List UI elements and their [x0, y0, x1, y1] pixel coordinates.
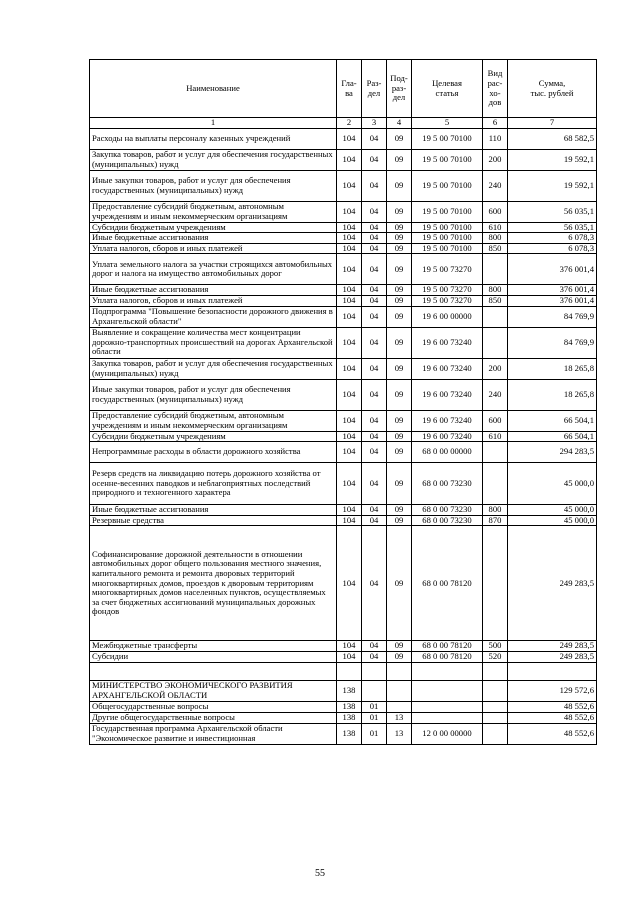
- row-name: Другие общегосударственные вопросы: [90, 712, 337, 723]
- table-row: [90, 379, 597, 410]
- row-vid: [483, 723, 508, 744]
- row-name: Субсидии бюджетным учреждениям: [90, 431, 337, 442]
- row-statya: 68 0 00 73230: [412, 463, 483, 505]
- row-glava: 104: [337, 505, 362, 516]
- row-statya: 19 5 00 70100: [412, 243, 483, 254]
- ministry-row: [90, 680, 597, 701]
- row-vid: 520: [483, 651, 508, 662]
- table-row: [90, 526, 597, 641]
- budget-table: [89, 59, 597, 745]
- row-vid: 800: [483, 233, 508, 244]
- row-razdel: 04: [362, 379, 387, 410]
- table-row: [90, 170, 597, 201]
- row-razdel: 01: [362, 712, 387, 723]
- row-vid: 850: [483, 295, 508, 306]
- row-summa: 84 769,9: [508, 306, 597, 327]
- row-summa: 48 552,6: [508, 723, 597, 744]
- row-podrazdel: [387, 662, 412, 680]
- row-name: Общегосударственные вопросы: [90, 701, 337, 712]
- row-summa: 48 552,6: [508, 712, 597, 723]
- row-summa: 19 592,1: [508, 170, 597, 201]
- table-row: [90, 358, 597, 379]
- row-name: Непрограммные расходы в области дорожного хозяйства: [90, 442, 337, 463]
- row-statya: 68 0 00 78120: [412, 641, 483, 652]
- row-vid: 600: [483, 410, 508, 431]
- header-podrazdel: [387, 60, 412, 118]
- table-row: [90, 515, 597, 526]
- column-number-row: [90, 118, 597, 129]
- row-podrazdel: 09: [387, 295, 412, 306]
- row-razdel: 04: [362, 254, 387, 285]
- table-row: [90, 295, 597, 306]
- row-summa: 249 283,5: [508, 651, 597, 662]
- table-row: [90, 641, 597, 652]
- row-glava: 104: [337, 170, 362, 201]
- row-summa: 6 078,3: [508, 233, 597, 244]
- row-name: Субсидии: [90, 651, 337, 662]
- row-glava: 104: [337, 358, 362, 379]
- header-name: [90, 60, 337, 118]
- header-glava-label: Гла- ва: [341, 77, 357, 98]
- row-name: Закупка товаров, работ и услуг для обеспечения государственных (муниципальных) нужд: [90, 149, 337, 170]
- row-glava: 138: [337, 680, 362, 701]
- header-razdel: [362, 60, 387, 118]
- row-vid: [483, 306, 508, 327]
- row-vid: 850: [483, 243, 508, 254]
- row-razdel: 04: [362, 128, 387, 149]
- row-razdel: 04: [362, 295, 387, 306]
- row-statya: 68 0 00 00000: [412, 442, 483, 463]
- row-podrazdel: 09: [387, 358, 412, 379]
- row-razdel: 04: [362, 306, 387, 327]
- row-glava: 104: [337, 201, 362, 222]
- row-podrazdel: 09: [387, 379, 412, 410]
- row-name: Иные закупки товаров, работ и услуг для обеспечения государственных (муниципальных) нужд: [90, 379, 337, 410]
- table-row: [90, 285, 597, 296]
- row-vid: [483, 327, 508, 358]
- row-podrazdel: 09: [387, 149, 412, 170]
- row-vid: 240: [483, 170, 508, 201]
- row-podrazdel: 09: [387, 243, 412, 254]
- table-row: [90, 201, 597, 222]
- row-podrazdel: [387, 701, 412, 712]
- header-razdel-label: Раз- дел: [366, 77, 382, 98]
- row-name: Иные бюджетные ассигнования: [90, 505, 337, 516]
- row-razdel: 04: [362, 526, 387, 641]
- row-razdel: 04: [362, 149, 387, 170]
- row-summa: 376 001,4: [508, 295, 597, 306]
- row-summa: 129 572,6: [508, 680, 597, 701]
- row-podrazdel: 13: [387, 712, 412, 723]
- header-vid-label: Вид рас- хо- дов: [487, 68, 503, 108]
- row-name: Выявление и сокращение количества мест концентрации дорожно-транспортных происшествий на дорогах Архангельской области: [90, 327, 337, 358]
- row-name: Подпрограмма "Повышение безопасности дорожного движения в Архангельской области": [90, 306, 337, 327]
- row-name: Уплата налогов, сборов и иных платежей: [90, 295, 337, 306]
- col-number: 7: [508, 118, 597, 129]
- row-name: Уплата налогов, сборов и иных платежей: [90, 243, 337, 254]
- row-glava: 104: [337, 327, 362, 358]
- row-statya: 68 0 00 73230: [412, 505, 483, 516]
- spacer-row: [90, 662, 597, 680]
- row-podrazdel: 09: [387, 285, 412, 296]
- table-row: [90, 505, 597, 516]
- row-statya: 19 5 00 70100: [412, 233, 483, 244]
- col-number: 4: [387, 118, 412, 129]
- row-glava: 104: [337, 379, 362, 410]
- row-statya: 68 0 00 78120: [412, 526, 483, 641]
- row-summa: 18 265,8: [508, 358, 597, 379]
- table-row: [90, 651, 597, 662]
- header-name-label: Наименование: [186, 82, 240, 93]
- row-podrazdel: 09: [387, 463, 412, 505]
- row-summa: 56 035,1: [508, 222, 597, 233]
- row-glava: 104: [337, 285, 362, 296]
- row-podrazdel: 09: [387, 222, 412, 233]
- header-statya: [412, 60, 483, 118]
- row-vid: 600: [483, 201, 508, 222]
- row-name: МИНИСТЕРСТВО ЭКОНОМИЧЕСКОГО РАЗВИТИЯ АРХАНГЕЛЬСКОЙ ОБЛАСТИ: [90, 680, 337, 701]
- table-body: [90, 128, 597, 744]
- table-row: [90, 463, 597, 505]
- row-razdel: 04: [362, 442, 387, 463]
- col-number: 2: [337, 118, 362, 129]
- row-statya: [412, 701, 483, 712]
- row-vid: 610: [483, 431, 508, 442]
- row-summa: 249 283,5: [508, 641, 597, 652]
- row-vid: [483, 662, 508, 680]
- row-name: Резерв средств на ликвидацию потерь дорожного хозяйства от осенне-весенних паводков и неблагоприятных последствий природного и техногенного характера: [90, 463, 337, 505]
- row-glava: 138: [337, 712, 362, 723]
- table-row: [90, 410, 597, 431]
- row-name: Государственная программа Архангельской области "Экономическое развитие и инвестиционная: [90, 723, 337, 744]
- col-number: 3: [362, 118, 387, 129]
- row-razdel: 04: [362, 222, 387, 233]
- row-vid: [483, 463, 508, 505]
- row-statya: 12 0 00 00000: [412, 723, 483, 744]
- row-summa: 48 552,6: [508, 701, 597, 712]
- row-summa: 84 769,9: [508, 327, 597, 358]
- row-razdel: 04: [362, 201, 387, 222]
- row-statya: 19 5 00 73270: [412, 285, 483, 296]
- row-razdel: 04: [362, 233, 387, 244]
- table-row: [90, 306, 597, 327]
- row-name: Закупка товаров, работ и услуг для обеспечения государственных (муниципальных) нужд: [90, 358, 337, 379]
- header-summa: [508, 60, 597, 118]
- header-podrazdel-label: Под- раз- дел: [390, 73, 408, 103]
- row-glava: 104: [337, 410, 362, 431]
- row-summa: 66 504,1: [508, 410, 597, 431]
- row-razdel: 04: [362, 651, 387, 662]
- row-summa: 56 035,1: [508, 201, 597, 222]
- header-glava: [337, 60, 362, 118]
- table-row: [90, 222, 597, 233]
- row-razdel: 04: [362, 410, 387, 431]
- row-name: Резервные средства: [90, 515, 337, 526]
- row-name: Межбюджетные трансферты: [90, 641, 337, 652]
- row-razdel: 04: [362, 641, 387, 652]
- row-razdel: 04: [362, 505, 387, 516]
- header-vid: [483, 60, 508, 118]
- row-vid: 800: [483, 285, 508, 296]
- row-statya: 19 5 00 73270: [412, 295, 483, 306]
- header-statya-label: Целевая статья: [432, 77, 462, 98]
- row-podrazdel: 09: [387, 254, 412, 285]
- row-podrazdel: 09: [387, 515, 412, 526]
- row-summa: 66 504,1: [508, 431, 597, 442]
- row-vid: 200: [483, 149, 508, 170]
- row-statya: 68 0 00 78120: [412, 651, 483, 662]
- row-vid: [483, 442, 508, 463]
- row-podrazdel: 09: [387, 651, 412, 662]
- row-podrazdel: 09: [387, 442, 412, 463]
- row-statya: 19 6 00 73240: [412, 327, 483, 358]
- table-header-row: [90, 60, 597, 118]
- row-glava: 104: [337, 243, 362, 254]
- table-row: [90, 149, 597, 170]
- row-summa: [508, 662, 597, 680]
- table-row: [90, 327, 597, 358]
- row-vid: [483, 526, 508, 641]
- row-statya: 19 5 00 70100: [412, 170, 483, 201]
- row-statya: 19 5 00 70100: [412, 201, 483, 222]
- row-razdel: 04: [362, 515, 387, 526]
- row-glava: 104: [337, 222, 362, 233]
- row-podrazdel: 09: [387, 233, 412, 244]
- row-name: [90, 662, 337, 680]
- row-glava: 104: [337, 515, 362, 526]
- row-statya: [412, 680, 483, 701]
- row-razdel: [362, 662, 387, 680]
- row-summa: 45 000,0: [508, 463, 597, 505]
- row-vid: [483, 701, 508, 712]
- row-podrazdel: 09: [387, 505, 412, 516]
- row-razdel: 04: [362, 358, 387, 379]
- header-summa-label: Сумма, тыс. рублей: [530, 77, 574, 98]
- row-vid: [483, 680, 508, 701]
- row-name: Иные бюджетные ассигнования: [90, 285, 337, 296]
- table-row: [90, 233, 597, 244]
- row-statya: 68 0 00 73230: [412, 515, 483, 526]
- row-podrazdel: 09: [387, 128, 412, 149]
- table-row: [90, 128, 597, 149]
- row-vid: 200: [483, 358, 508, 379]
- row-statya: 19 5 00 70100: [412, 149, 483, 170]
- row-statya: 19 6 00 73240: [412, 358, 483, 379]
- row-podrazdel: 09: [387, 431, 412, 442]
- row-vid: 610: [483, 222, 508, 233]
- row-glava: 104: [337, 295, 362, 306]
- row-statya: 19 6 00 73240: [412, 410, 483, 431]
- row-glava: 104: [337, 641, 362, 652]
- row-razdel: 04: [362, 463, 387, 505]
- col-number: 5: [412, 118, 483, 129]
- table-row: [90, 712, 597, 723]
- row-vid: [483, 712, 508, 723]
- col-number: 6: [483, 118, 508, 129]
- row-glava: 104: [337, 306, 362, 327]
- row-vid: [483, 254, 508, 285]
- table-row: [90, 701, 597, 712]
- row-podrazdel: 09: [387, 526, 412, 641]
- row-razdel: 04: [362, 243, 387, 254]
- row-glava: 104: [337, 254, 362, 285]
- row-statya: 19 6 00 73240: [412, 431, 483, 442]
- row-glava: 104: [337, 128, 362, 149]
- row-summa: 68 582,5: [508, 128, 597, 149]
- row-summa: 18 265,8: [508, 379, 597, 410]
- row-summa: 6 078,3: [508, 243, 597, 254]
- row-statya: [412, 662, 483, 680]
- row-name: Уплата земельного налога за участки строящихся автомобильных дорог и налога на имущество автомобильных дорог: [90, 254, 337, 285]
- row-statya: 19 5 00 73270: [412, 254, 483, 285]
- col-number: 1: [90, 118, 337, 129]
- table-row: [90, 243, 597, 254]
- row-summa: 249 283,5: [508, 526, 597, 641]
- row-statya: 19 6 00 00000: [412, 306, 483, 327]
- row-summa: 294 283,5: [508, 442, 597, 463]
- row-razdel: 01: [362, 723, 387, 744]
- table-row: [90, 723, 597, 744]
- row-statya: 19 6 00 73240: [412, 379, 483, 410]
- row-name: Иные бюджетные ассигнования: [90, 233, 337, 244]
- row-glava: [337, 662, 362, 680]
- row-statya: [412, 712, 483, 723]
- row-vid: 500: [483, 641, 508, 652]
- row-glava: 104: [337, 442, 362, 463]
- row-podrazdel: 09: [387, 410, 412, 431]
- row-vid: 800: [483, 505, 508, 516]
- table-row: [90, 254, 597, 285]
- row-razdel: 04: [362, 170, 387, 201]
- row-glava: 104: [337, 526, 362, 641]
- row-podrazdel: 09: [387, 201, 412, 222]
- row-summa: 19 592,1: [508, 149, 597, 170]
- row-summa: 45 000,0: [508, 515, 597, 526]
- row-podrazdel: 09: [387, 641, 412, 652]
- row-glava: 104: [337, 431, 362, 442]
- row-name: Субсидии бюджетным учреждениям: [90, 222, 337, 233]
- row-name: Иные закупки товаров, работ и услуг для обеспечения государственных (муниципальных) нужд: [90, 170, 337, 201]
- row-podrazdel: [387, 680, 412, 701]
- row-podrazdel: 09: [387, 170, 412, 201]
- table-row: [90, 442, 597, 463]
- row-summa: 376 001,4: [508, 285, 597, 296]
- row-vid: 110: [483, 128, 508, 149]
- row-summa: 45 000,0: [508, 505, 597, 516]
- row-razdel: 04: [362, 431, 387, 442]
- row-vid: 870: [483, 515, 508, 526]
- row-statya: 19 5 00 70100: [412, 128, 483, 149]
- row-name: Расходы на выплаты персоналу казенных учреждений: [90, 128, 337, 149]
- row-name: Предоставление субсидий бюджетным, автономным учреждениям и иным некоммерческим организациям: [90, 201, 337, 222]
- row-glava: 104: [337, 233, 362, 244]
- row-name: Софинансирование дорожной деятельности в отношении автомобильных дорог общего пользования местного значения, капитального ремонта и ремонта дворовых территорий многоквартирных домов, проездов к дворовым территориям многоквартирных домов населенных пунктов, осуществляемых за счет бюджетных ассигнований муниципальных дорожных фондов: [90, 526, 337, 641]
- row-summa: 376 001,4: [508, 254, 597, 285]
- row-razdel: 04: [362, 327, 387, 358]
- row-podrazdel: 09: [387, 327, 412, 358]
- row-vid: 240: [483, 379, 508, 410]
- row-podrazdel: 09: [387, 306, 412, 327]
- row-podrazdel: 13: [387, 723, 412, 744]
- row-statya: 19 5 00 70100: [412, 222, 483, 233]
- page-number: 55: [315, 868, 325, 879]
- row-razdel: 01: [362, 701, 387, 712]
- row-razdel: 04: [362, 285, 387, 296]
- row-name: Предоставление субсидий бюджетным, автономным учреждениям и иным некоммерческим организациям: [90, 410, 337, 431]
- row-glava: 138: [337, 701, 362, 712]
- row-glava: 138: [337, 723, 362, 744]
- row-razdel: [362, 680, 387, 701]
- row-glava: 104: [337, 149, 362, 170]
- row-glava: 104: [337, 463, 362, 505]
- row-glava: 104: [337, 651, 362, 662]
- table-row: [90, 431, 597, 442]
